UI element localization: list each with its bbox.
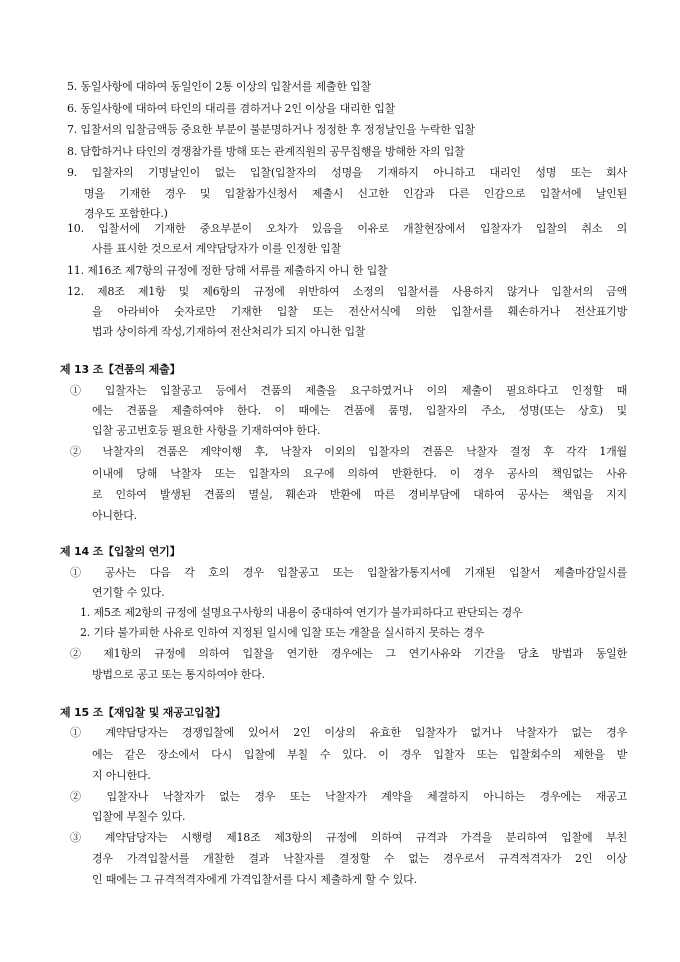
paragraph-continuation: 에는 같은 장소에서 다시 입찰에 부칠 수 있다. 이 경우 입찰자 또는 입찰회수의 제한을 받 [92,748,627,761]
list-item: 12. 제8조 제1항 및 제6항의 규정에 위반하여 소정의 입찰서를 사용하지 않거나 입찰서의 금액 [67,285,627,298]
paragraph-continuation: 지 아니한다. [92,769,151,782]
article-14-heading: 제 14 조【입찰의 연기】 [60,545,181,558]
paragraph: ① 입찰자는 입찰공고 등에서 견품의 제출을 요구하였거나 이의 제출이 필요하다고 인정할 때 [70,384,627,397]
list-item-continuation: 을 아라비아 숫자로만 기재한 입찰 또는 전산서식에 의한 입찰서를 훼손하거나 전산표기방 [92,305,627,318]
paragraph-continuation: 방법으로 공고 또는 통지하여야 한다. [92,668,265,681]
paragraph-continuation: 입찰에 부칠수 있다. [92,810,186,823]
list-item-continuation: 경우도 포함한다.) [84,207,168,220]
list-item: 8. 담합하거나 타인의 경쟁참가를 방해 또는 관계직원의 공무집행을 방해한 자의 입찰 [67,145,465,158]
paragraph: ② 낙찰자의 견품은 계약이행 후, 낙찰자 이외의 입찰자의 견품은 낙찰자 결정 후 각각 1개월 [70,445,627,458]
list-item-continuation: 법과 상이하게 작성,기재하여 전산처리가 되지 아니한 입찰 [92,325,366,338]
paragraph: ② 제1항의 규정에 의하여 입찰을 연기한 경우에는 그 연기사유와 기간을 당초 방법과 동일한 [70,647,627,660]
paragraph-continuation: 인 때에는 그 규격적격자에게 가격입찰서를 다시 제출하게 할 수 있다. [92,873,417,886]
list-item: 10. 입찰서에 기재한 중요부분이 오차가 있음을 이유로 개찰현장에서 입찰자가 입찰의 취소 의 [67,222,627,235]
list-item: 11. 제16조 제7항의 규정에 정한 당해 서류를 제출하지 아니 한 입찰 [67,264,388,277]
paragraph: ① 계약담당자는 경쟁입찰에 있어서 2인 이상의 유효한 입찰자가 없거나 낙찰자가 없는 경우 [70,726,627,739]
list-item-continuation: 사를 표시한 것으로서 계약담당자가 이를 인정한 입찰 [92,242,342,255]
paragraph-continuation: 아니한다. [92,509,138,522]
paragraph: ③ 계약담당자는 시행령 제18조 제3항의 규정에 의하여 규격과 가격을 분리하여 입찰에 부친 [70,831,627,844]
article-13-heading: 제 13 조【견품의 제출】 [60,363,181,376]
sub-item: 1. 제5조 제2항의 규정에 설명요구사항의 내용이 중대하여 연기가 불가피하다고 판단되는 경우 [80,606,523,619]
paragraph-continuation: 연기할 수 있다. [92,586,165,599]
sub-item: 2. 기타 불가피한 사유로 인하여 지정된 일시에 입찰 또는 개찰을 실시하지 못하는 경우 [80,626,485,639]
list-item: 9. 입찰자의 기명날인이 없는 입찰(입찰자의 성명을 기재하지 아니하고 대리인 성명 또는 회사 [67,166,627,179]
paragraph-continuation: 경우 가격입찰서를 개찰한 결과 낙찰자를 결정할 수 없는 경우로서 규격적격자가 2인 이상 [92,852,627,865]
list-item: 6. 동일사항에 대하여 타인의 대리를 겸하거나 2인 이상을 대리한 입찰 [67,102,396,115]
list-item-continuation: 명을 기재한 경우 및 입찰참가신청서 제출시 신고한 인감과 다른 인감으로 입찰서에 날인된 [84,187,627,200]
paragraph: ② 입찰자나 낙찰자가 없는 경우 또는 낙찰자가 계약을 체결하지 아니하는 경우에는 재공고 [70,790,627,803]
article-15-heading: 제 15 조【재입찰 및 재공고입찰】 [60,706,226,719]
paragraph: ① 공사는 다음 각 호의 경우 입찰공고 또는 입찰참가통지서에 기재된 입찰서 제출마감일시를 [70,566,627,579]
paragraph-continuation: 로 인하여 발생된 견품의 멸실, 훼손과 반환에 따른 경비부담에 대하여 공사는 책임을 지지 [92,488,627,501]
paragraph-continuation: 이내에 당해 낙찰자 또는 입찰자의 요구에 의하여 반환한다. 이 경우 공사의 책임없는 사유 [92,467,627,480]
list-item: 5. 동일사항에 대하여 동일인이 2통 이상의 입찰서를 제출한 입찰 [67,80,371,93]
list-item: 7. 입찰서의 입찰금액등 중요한 부분이 불분명하거나 정정한 후 정정날인을 누락한 입찰 [67,123,475,136]
paragraph-continuation: 입찰 공고번호등 필요한 사항을 기재하여야 한다. [92,424,321,437]
paragraph-continuation: 에는 견품을 제출하여야 한다. 이 때에는 견품에 품명, 입찰자의 주소, 성명(또는 상호) 및 [92,404,627,417]
